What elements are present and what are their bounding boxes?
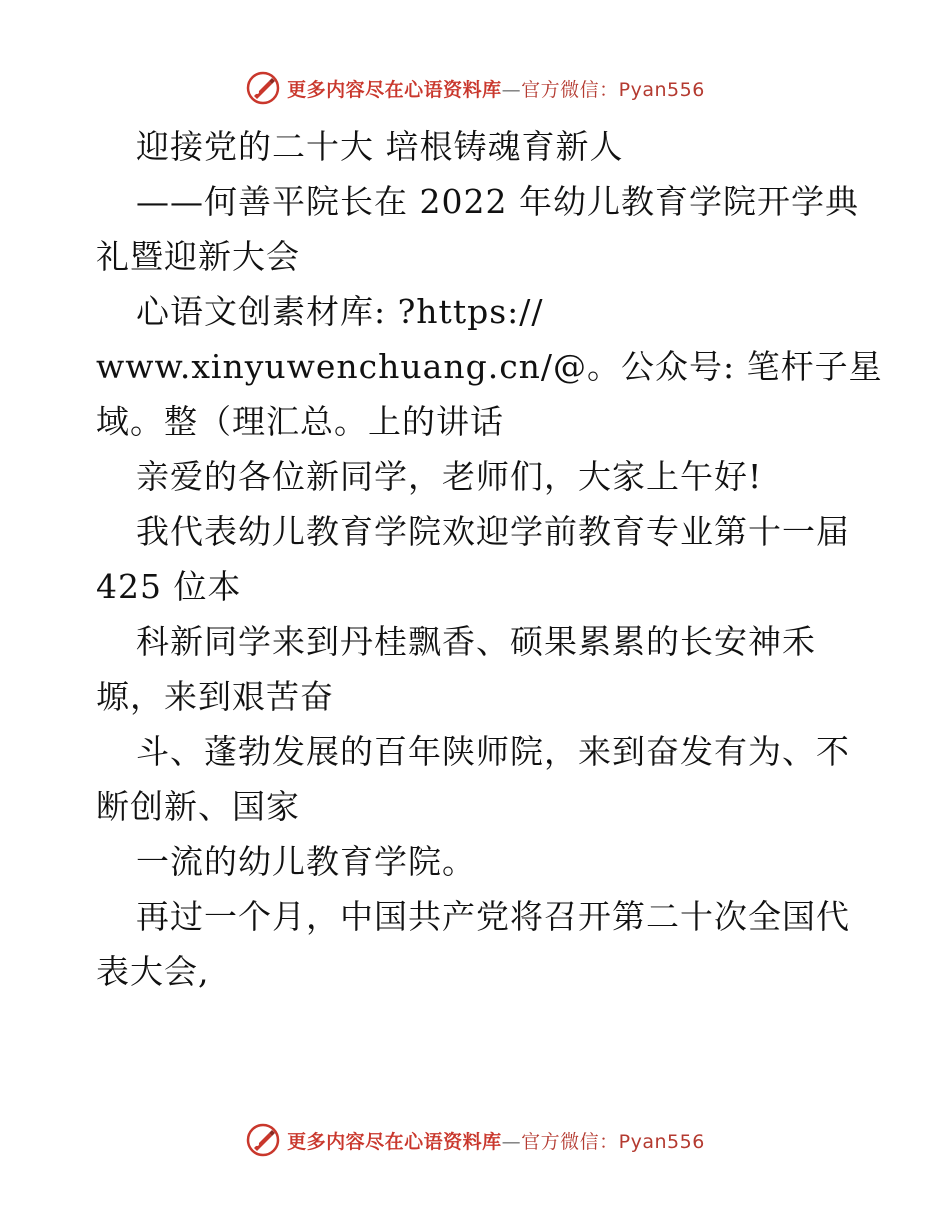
- banner-text: 更多内容尽在心语资料库—官方微信：Pyan556: [287, 78, 705, 101]
- pen-logo-icon: [245, 1122, 281, 1158]
- paragraph-line: 我代表幼儿教育学院欢迎学前教育专业第十一届: [136, 512, 850, 551]
- paragraph-line: 断创新、国家: [96, 787, 300, 826]
- source-line-2: www.xinyuwenchuang.cn/@。公众号: 笔杆子星: [96, 347, 883, 386]
- header-banner: [0, 70, 950, 106]
- subtitle-line-1: ——何善平院长在 2022 年幼儿教育学院开学典: [136, 182, 859, 221]
- paragraph-line: 一流的幼儿教育学院。: [136, 842, 476, 881]
- banner-text: 更多内容尽在心语资料库—官方微信：Pyan556: [287, 1130, 705, 1153]
- paragraph-line: 塬，来到艰苦奋: [96, 677, 334, 716]
- paragraph-line: 科新同学来到丹桂飘香、硕果累累的长安神禾: [136, 622, 816, 661]
- footer-banner: [0, 1122, 950, 1158]
- paragraph-line: 再过一个月，中国共产党将召开第二十次全国代: [136, 897, 850, 936]
- source-line-1: 心语文创素材库: ?https://: [136, 292, 544, 331]
- document-body: [96, 124, 883, 1004]
- source-line-3: 域。整（理汇总。上的讲话: [96, 402, 504, 441]
- paragraph-line: 425 位本: [96, 567, 242, 606]
- paragraph-line: 表大会,: [96, 952, 210, 991]
- paragraph-line: 斗、蓬勃发展的百年陕师院，来到奋发有为、不: [136, 732, 850, 771]
- subtitle-line-2: 礼暨迎新大会: [96, 237, 300, 276]
- title-line: 迎接党的二十大 培根铸魂育新人: [136, 127, 624, 166]
- pen-logo-icon: [245, 70, 281, 106]
- paragraph-line: 亲爱的各位新同学，老师们，大家上午好!: [136, 457, 763, 496]
